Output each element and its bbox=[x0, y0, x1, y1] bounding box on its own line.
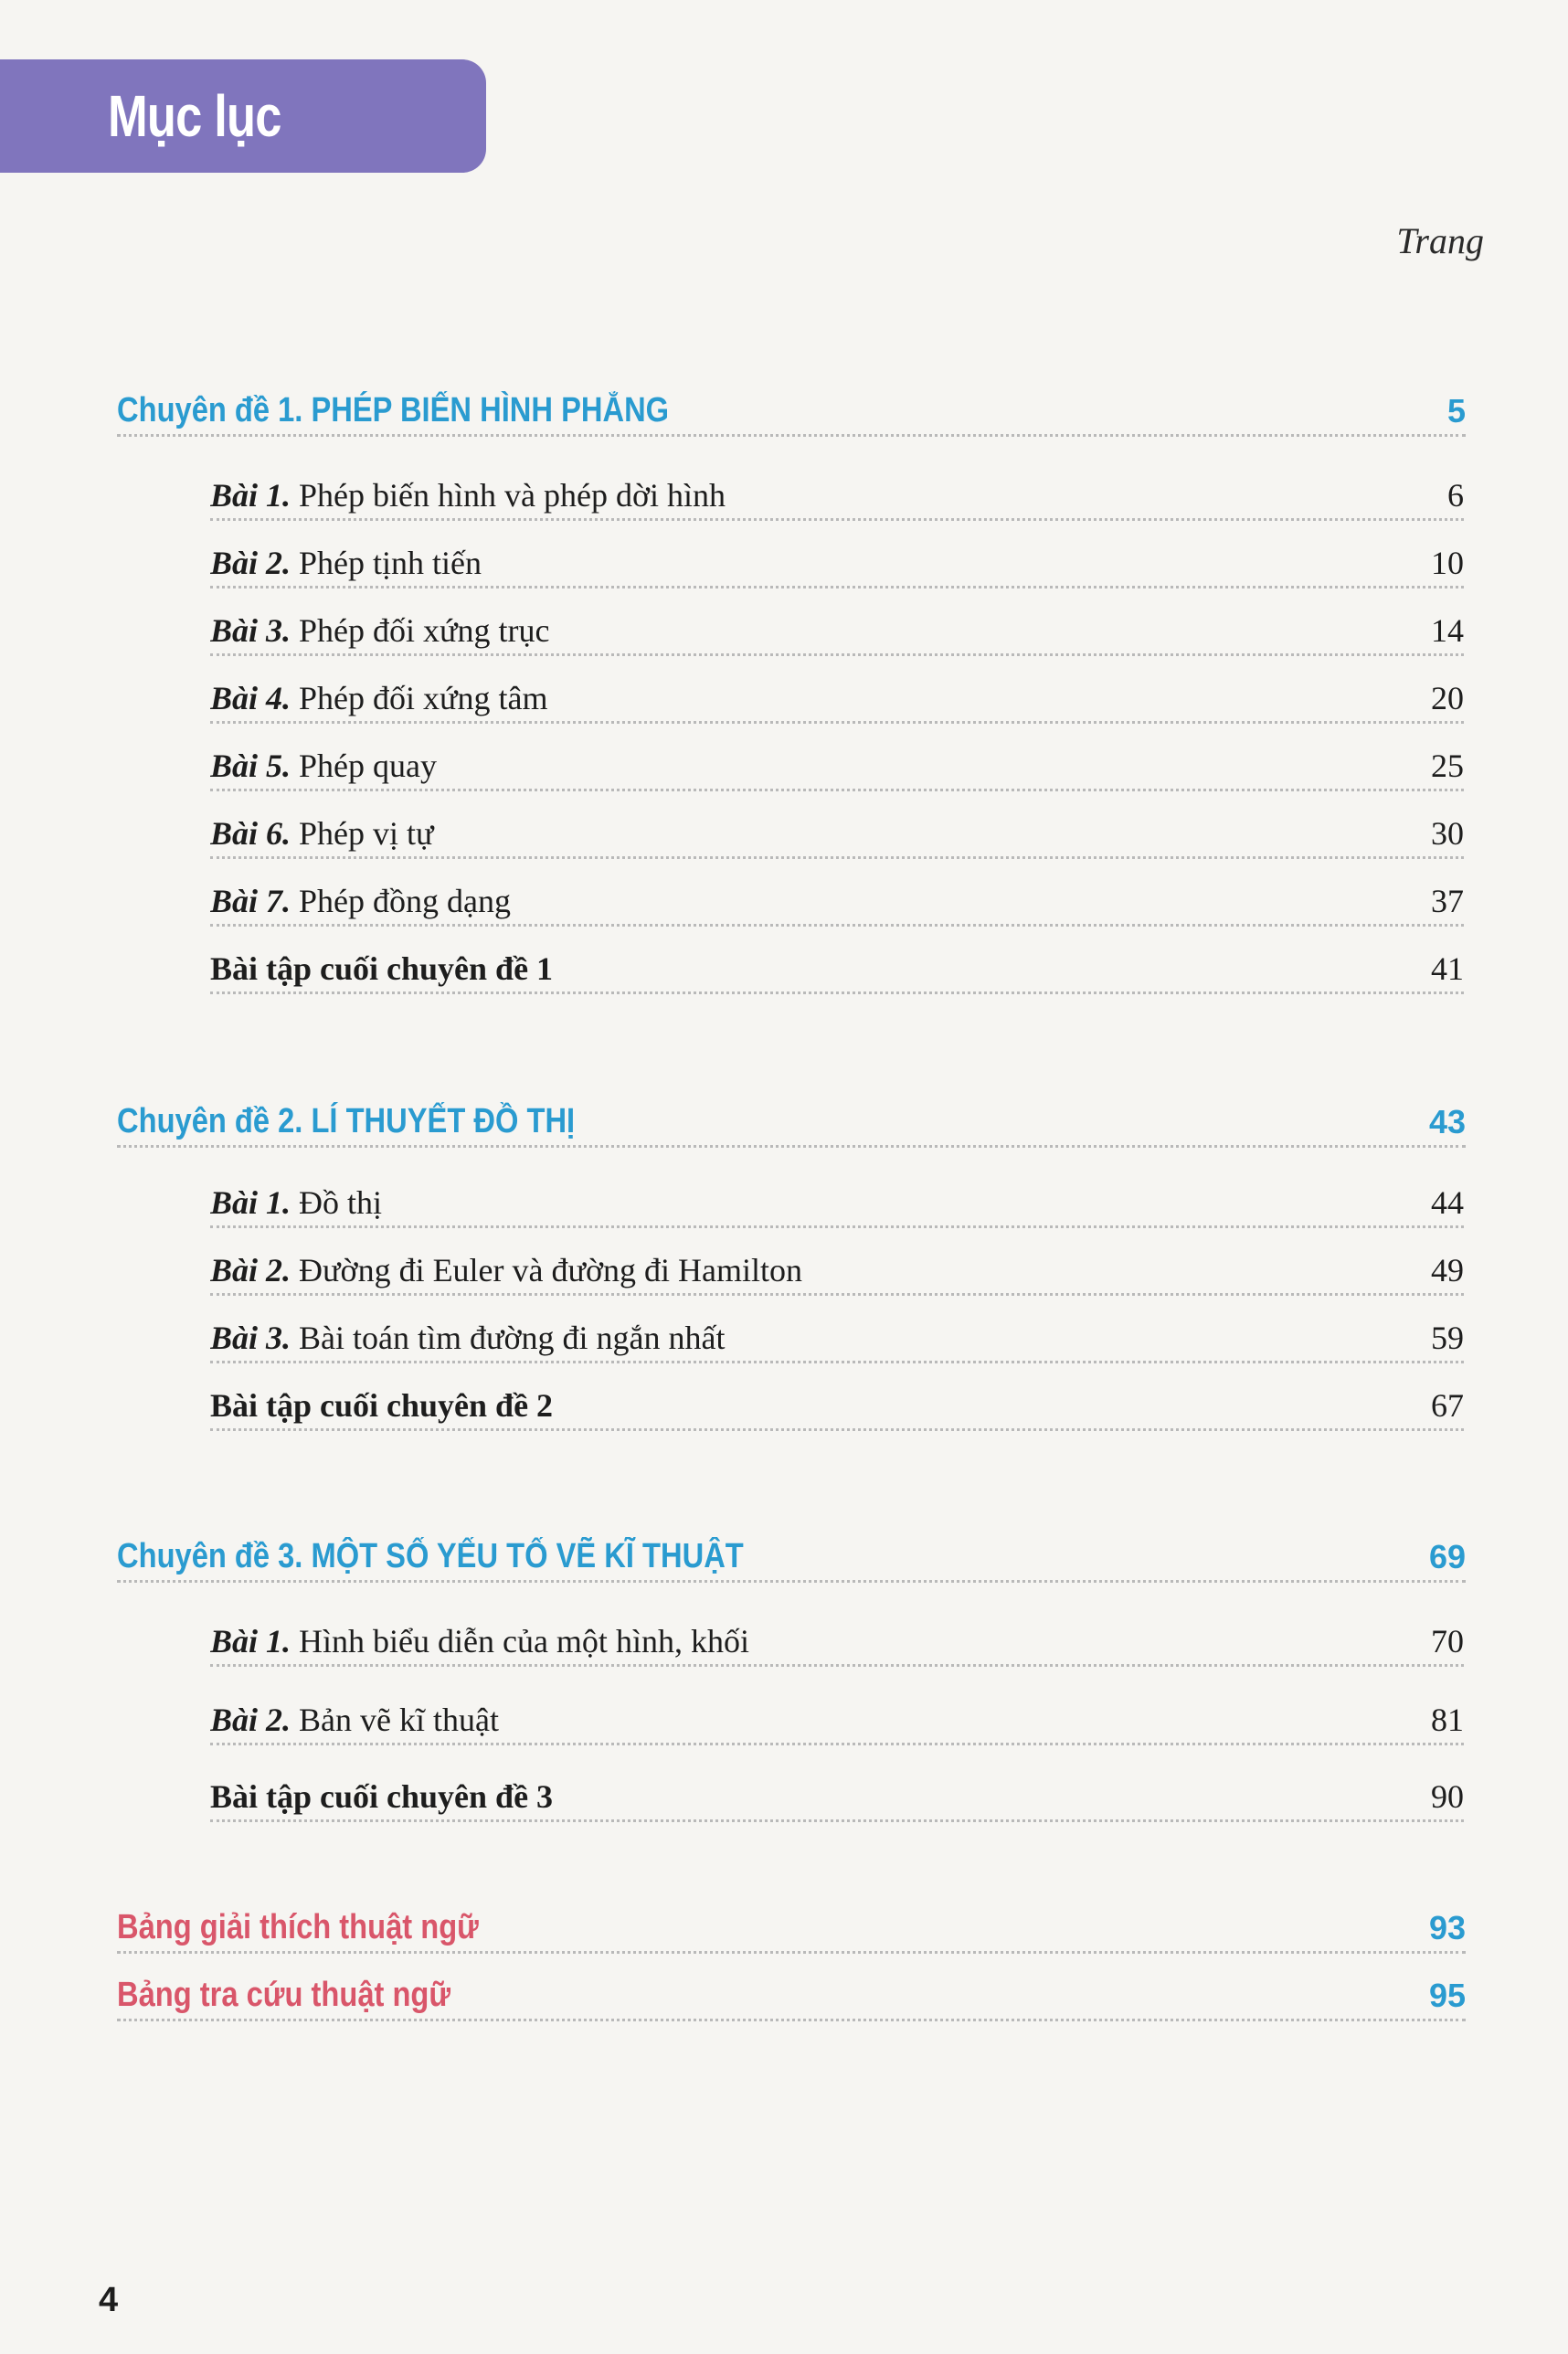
chapter-title: Chuyên đề 2. LÍ THUYẾT ĐỒ THỊ bbox=[117, 1102, 576, 1140]
lesson-prefix: Bài 7. bbox=[210, 883, 291, 919]
appendix-title: Bảng giải thích thuật ngữ bbox=[117, 1908, 479, 1946]
lesson-page: 25 bbox=[1431, 748, 1464, 784]
toc-review[interactable] bbox=[210, 1775, 1464, 1822]
lesson-page: 49 bbox=[1431, 1252, 1464, 1288]
lesson-prefix: Bài 4. bbox=[210, 680, 291, 716]
lesson-prefix: Bài 1. bbox=[210, 477, 291, 514]
toc-lesson[interactable] bbox=[210, 541, 1464, 588]
toc-lesson[interactable] bbox=[210, 744, 1464, 791]
review-page: 41 bbox=[1431, 950, 1464, 987]
toc-chapter-2[interactable] bbox=[117, 1093, 1466, 1148]
lesson-prefix: Bài 6. bbox=[210, 815, 291, 852]
lesson-title: Đường đi Euler và đường đi Hamilton bbox=[291, 1252, 803, 1288]
review-page: 67 bbox=[1431, 1387, 1464, 1424]
page-title: Mục lục bbox=[108, 83, 281, 149]
lesson-prefix: Bài 2. bbox=[210, 1702, 291, 1738]
toc-appendix-glossary[interactable] bbox=[117, 1899, 1466, 1954]
lesson-prefix: Bài 3. bbox=[210, 1320, 291, 1356]
appendix-page: 93 bbox=[1428, 1909, 1466, 1946]
page-column-label: Trang bbox=[1396, 220, 1484, 261]
review-title: Bài tập cuối chuyên đề 2 bbox=[210, 1387, 554, 1424]
lesson-title: Bài toán tìm đường đi ngắn nhất bbox=[291, 1320, 726, 1356]
toc-chapter-1[interactable] bbox=[117, 382, 1466, 437]
lesson-page: 59 bbox=[1431, 1320, 1464, 1356]
lesson-prefix: Bài 1. bbox=[210, 1184, 291, 1221]
chapter-title: Chuyên đề 3. MỘT SỐ YẾU TỐ VẼ KĨ THUẬT bbox=[117, 1537, 744, 1575]
lesson-page: 6 bbox=[1447, 477, 1464, 514]
toc-chapter-3[interactable] bbox=[117, 1528, 1466, 1583]
lesson-page: 37 bbox=[1431, 883, 1464, 919]
lesson-title: Bản vẽ kĩ thuật bbox=[291, 1702, 499, 1738]
lesson-title: Đồ thị bbox=[291, 1184, 383, 1221]
chapter-page: 43 bbox=[1428, 1103, 1466, 1140]
appendix-page: 95 bbox=[1428, 1977, 1466, 2014]
toc-lesson[interactable] bbox=[210, 1248, 1464, 1296]
appendix-title: Bảng tra cứu thuật ngữ bbox=[117, 1976, 451, 2014]
lesson-page: 20 bbox=[1431, 680, 1464, 716]
lesson-prefix: Bài 3. bbox=[210, 612, 291, 649]
page-number: 4 bbox=[99, 2281, 119, 2319]
lesson-title: Phép đối xứng trục bbox=[291, 612, 550, 649]
lesson-page: 14 bbox=[1431, 612, 1464, 649]
toc-review[interactable] bbox=[210, 947, 1464, 994]
toc-lesson[interactable] bbox=[210, 811, 1464, 859]
toc-appendix-index[interactable] bbox=[117, 1967, 1466, 2021]
review-title: Bài tập cuối chuyên đề 1 bbox=[210, 950, 554, 987]
toc-title-tab bbox=[0, 59, 486, 173]
chapter-page: 5 bbox=[1446, 392, 1466, 429]
toc-lesson[interactable] bbox=[210, 879, 1464, 927]
lesson-title: Hình biểu diễn của một hình, khối bbox=[291, 1623, 749, 1659]
toc-lesson[interactable] bbox=[210, 1316, 1464, 1363]
lesson-page: 81 bbox=[1431, 1702, 1464, 1738]
toc-lesson[interactable] bbox=[210, 1698, 1464, 1745]
lesson-page: 30 bbox=[1431, 815, 1464, 852]
lesson-title: Phép đồng dạng bbox=[291, 883, 511, 919]
lesson-title: Phép biến hình và phép dời hình bbox=[291, 477, 726, 514]
lesson-title: Phép tịnh tiến bbox=[291, 545, 482, 581]
toc-review[interactable] bbox=[210, 1384, 1464, 1431]
lesson-prefix: Bài 5. bbox=[210, 748, 291, 784]
review-title: Bài tập cuối chuyên đề 3 bbox=[210, 1778, 554, 1815]
chapter-title: Chuyên đề 1. PHÉP BIẾN HÌNH PHẲNG bbox=[117, 391, 670, 429]
lesson-prefix: Bài 2. bbox=[210, 1252, 291, 1288]
toc-lesson[interactable] bbox=[210, 609, 1464, 656]
chapter-page: 69 bbox=[1428, 1538, 1466, 1575]
lesson-page: 70 bbox=[1431, 1623, 1464, 1659]
lesson-page: 44 bbox=[1431, 1184, 1464, 1221]
lesson-page: 10 bbox=[1431, 545, 1464, 581]
lesson-prefix: Bài 2. bbox=[210, 545, 291, 581]
review-page: 90 bbox=[1431, 1778, 1464, 1815]
lesson-title: Phép vị tự bbox=[291, 815, 434, 852]
toc-lesson[interactable] bbox=[210, 676, 1464, 724]
toc-lesson[interactable] bbox=[210, 1619, 1464, 1667]
lesson-prefix: Bài 1. bbox=[210, 1623, 291, 1659]
toc-lesson[interactable] bbox=[210, 1181, 1464, 1228]
toc-lesson[interactable] bbox=[210, 473, 1464, 521]
lesson-title: Phép đối xứng tâm bbox=[291, 680, 548, 716]
lesson-title: Phép quay bbox=[291, 748, 437, 784]
